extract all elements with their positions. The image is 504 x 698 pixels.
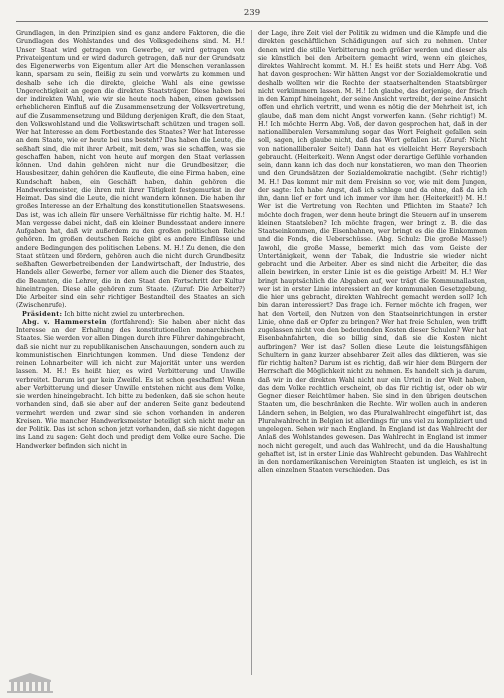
header-rule	[16, 21, 488, 22]
column-divider	[251, 30, 252, 675]
speaker-paragraph	[16, 311, 245, 319]
speaker-text: Ich bitte nicht zwiel zu unterbrechen.	[64, 310, 185, 318]
right-paragraph: der Lage, ihre Zeit viel der Politik zu widmen und die Kämpfe und die direkten geschäftlichen Schädigungen auf sich zu nehmen. Unter denen wird die stille Verbitterung noch größer werden und dieser als sie künstlich bei den Arbeitern gemacht wird, wenn ein gleiches, direktes Wahlrecht kommt. M. H.! Es heißt stets und Herr Abg. Voß hat davon gesprochen: Wir hätten Angst vor der Sozialdemokratie und deshalb wollten wir die Rechte der staatserhaltenden Staatsbürger nicht verkümmern lassen. M. H.! Ich glaube, das derjenige, der frisch in den Kampf hineingeht, der seine Ansicht vertreibt, der seine Ansicht offen und ehrlich vertritt, und wenn es nötig die der Mehrheit ist, ich glaube, daß man dem nicht Angst vorwerfen kann. (Sehr richtig!) M. H.! Ich möchte Herrn Abg. Voß, der davon gesprochen hat, daß in der nationalliberalen Versammlung sogar das Wort Feigheit gefallen sein soll, sagen, ich glaube nicht, daß das Wort gefallen ist. (Zuruf: Nicht von nationalliberaler Seite!) Dann hat es vielleicht Herr Reyersbach gebraucht. (Heiterkeit). Wenn Angst oder derartige Gefühle vorhanden sein, dann kann ich das doch nur konstatieren, wo man den Theorien und den Grundsätzen der Sozialdemokratie nachgibt. (Sehr richtig!) M. H.! Das kommt mir mit dem Freisinn so vor, wie mit dem Jungen, der sagte: Ich habe Angst, daß ich schlage und da ohne, daß da ich ihn, dann lief er fort und ich immer vor ihm her. (Heiterkeit!) M. H.! Wer ist die Vertretung von Rechten und Pflichten im Staate? Ich möchte doch fragen, wer denn heute bringt die Steuern auf in unserem kleinen Staatsleben? Ich möchte fragen, wer bringt z. B. die das Staatseinkommen, die Eisenbahnen, wer bringt es die die Einkommen und die Fonds, die Ueberschüsse. (Abg. Schulz: Die große Masse!) Jawohl, die große Masse, bemerkt mich das vom Geiste der Untertänigkeit, wenn der Tabak, die Industrie sie wieder nicht gebracht und die Arbeiter. Aber es sind nicht die Arbeiter, die das allein bewirken, in erster Linie ist es die geistige Arbeit! M. H.! Wer bringt hauptsächlich die Abgaben auf, wer trägt die Kommunallasten, wer ist in erster Linie interessiert an der kommunalen Gesetzgebung, die hier uns gebracht, direkten Wahlrecht gemacht werden soll? Ich bin daran interessiert? Das frage ich. Ferner möchte ich fragen, wer hat den Vorteil, den Nutzen von den Staatseinrichtungen in erster Linie, ohne daß er Opfer zu bringen? Wer hat freie Schulen, wen trifft zugelassen nicht von den bedeutenden Kosten dieser Schulen? Wer hat Eisenbahnfahrten, die so billig sind, daß sie die Kosten nicht aufbringen? Wer ist das? Sollen diese Leute die leistungsfähigen Schultern in ganz kurzer absehbarer Zeit alles das diktieren, was sie für richtig halten? Darum ist es richtig, daß wir hier dem Bürgern der Herrschaft die Möglichkeit nicht zu nehmen. Es handelt sich ja darum, daß wir in der direkten Wahl nicht nur ein Urteil in der Welt haben, das dem Volke rechtlich erscheint, ob das für richtig ist, oder ob wir Gegner dieser Reichtümer haben. Sie sind in den übrigen deutschen Staaten um, die beschränken die Rechte. Wir wollen auch in anderen Ländern sehen, in Belgien, wo das Pluralwahlrecht eingeführt ist, das Pluralwahlrecht in Belgien ist allerdings für uns viel zu kompliziert und ungelegen. Sehen wir nach England. In England ist das Wahlrecht der Anlaß des Wohlstandes gewesen. Das Wahlrecht in England ist immer noch nicht geregelt, und auch das Wahlrecht, und da die Haushaltung gehaftet ist, ist in erster Linie das Wahlrecht gebunden. Das Wahlrecht in den nordamerikanischen Vereinigten Staaten ist ungleich, es ist in allen einzelnen Staaten verschieden. Das	[258, 30, 487, 475]
building-icon	[4, 672, 56, 694]
speaker-label: Abg. v. Hammerstein	[22, 318, 107, 326]
page-number: 239	[243, 8, 261, 18]
left-column	[16, 30, 245, 675]
library-building-logo	[4, 672, 56, 694]
speaker-label: Präsident:	[22, 310, 63, 318]
left-paragraph: Grundlagen, in den Prinzipien sind es ganz andere Faktoren, die die Grundlagen des Wohlstandes und des Volksgedeihens sind. M. H.! Unser Staat wird getragen von Gewerbe, er wird getragen von Privateigentum und er wird dadurch getragen, daß nur der Grundsatz des Eigenerwerbs von Eigentum aller Art die Menschen veranlassen kann, sparsam zu sein, fleißig zu sein und vorwärts zu kommen und deshalb sehe ich die direkte, gleiche Wahl als eine gewisse Ungerechtigkeit an gegen die direkten Staatsträger. Diese haben bei der indirekten Wahl, wie wir sie heute noch haben, einen gewissen erheblicheren Einfluß auf die Zusammensetzung der Volksvertretung, auf die Zusammensetzung und Bildung derjenigen Kraft, die den Staat, den Volkswohlstand und die Volkswirtschaft schützen und tragen soll. Wer hat Interesse an dem Fortbestande des Staates? Wer hat Interesse an dem Staate, wie er heute bei uns besteht? Das haben die Leute, die seßhaft sind, die mit ihrer Arbeit, mit dem, was sie schaffen, was sie geschaffen haben, nicht von heute auf morgen den Staat verlassen können. Und dahin gehören nicht nur die Grundbesitzer, die Hausbesitzer, dahin gehören die Kaufleute, die eine Firma haben, eine Kundschaft haben, ein Geschäft haben, dahin gehören die Handwerksmeister, die ihren mit ihrer Tätigkeit festgemurkst in der Heimat. Das sind die Leute, die nicht wandern können. Die haben ihr großes Interesse an der Erhaltung des konstitutionellen Staatswesens. Das ist, was ich allein für unsere Verhältnisse für richtig halte. M. H.! Man vergesse dabei nicht, daß ein kleiner Bundesstaat andere innere Aufgaben hat, daß wir außerdem zu den großen politischen Reiche gehören. Im großen deutschen Reiche gibt es andere Einflüsse und andere Bedingungen des politischen Lebens. M. H.! Zu denen, die den Staat stützen und fördern, gehören auch die nicht durch Grundbesitz seßhaften Gewerbetreibenden der Landwirtschaft, der Industrie, des Handels aller Gewerbe, ferner vor allem auch die Diener des Staates, die Beamten, die Lehrer, die in den Staat den Fortschritt der Kultur hineintragen. Diese alle gehören zum Staate. (Zuruf: Die Arbeiter?) Die Arbeiter sind ein sehr richtiger Bestandteil des Staates an sich (Zwischenrufe).	[16, 30, 245, 310]
speaker-paragraph	[16, 319, 245, 451]
right-column	[258, 30, 487, 675]
speaker-text: (fortfahrend): Sie haben aber nicht das Interesse an der Erhaltung des konstitutionellen monarchischen Staates. Sie werden vor allen Dingen durch ihre Führer dahingebracht, daß sie nicht nur zu republikanischen Anschauungen, sondern auch zu kommunistischen Einrichtungen kommen. Und diese Tendenz der reinen Lohnarbeiter will ich nicht zur Majorität unter uns werden lassen. M. H.! Es heißt hier, es wird Verbitterung und Unwille verbreitet. Darum ist gar kein Zweifel. Es ist schon geschaffen! Wenn aber Verbitterung und dieser Unwille entstehen nicht aus dem Volke, sie werden hineingebracht. Ich bitte zu bedenken, daß sie schon heute vorhanden sind, daß sie aber auf der anderen Seite ganz bedeutend vermehrt werden und zwar sind sie schon vorhanden in anderen Kreisen. Wie mancher Handwerksmeister beteiligt sich nicht mehr an der Politik. Das ist schon schon jetzt vorhanden, daß sie nicht dagegen ins Land zu sagen: Geht doch und predigt dem Volke eure Sache. Die Handwerker befinden sich nicht in	[16, 318, 245, 450]
